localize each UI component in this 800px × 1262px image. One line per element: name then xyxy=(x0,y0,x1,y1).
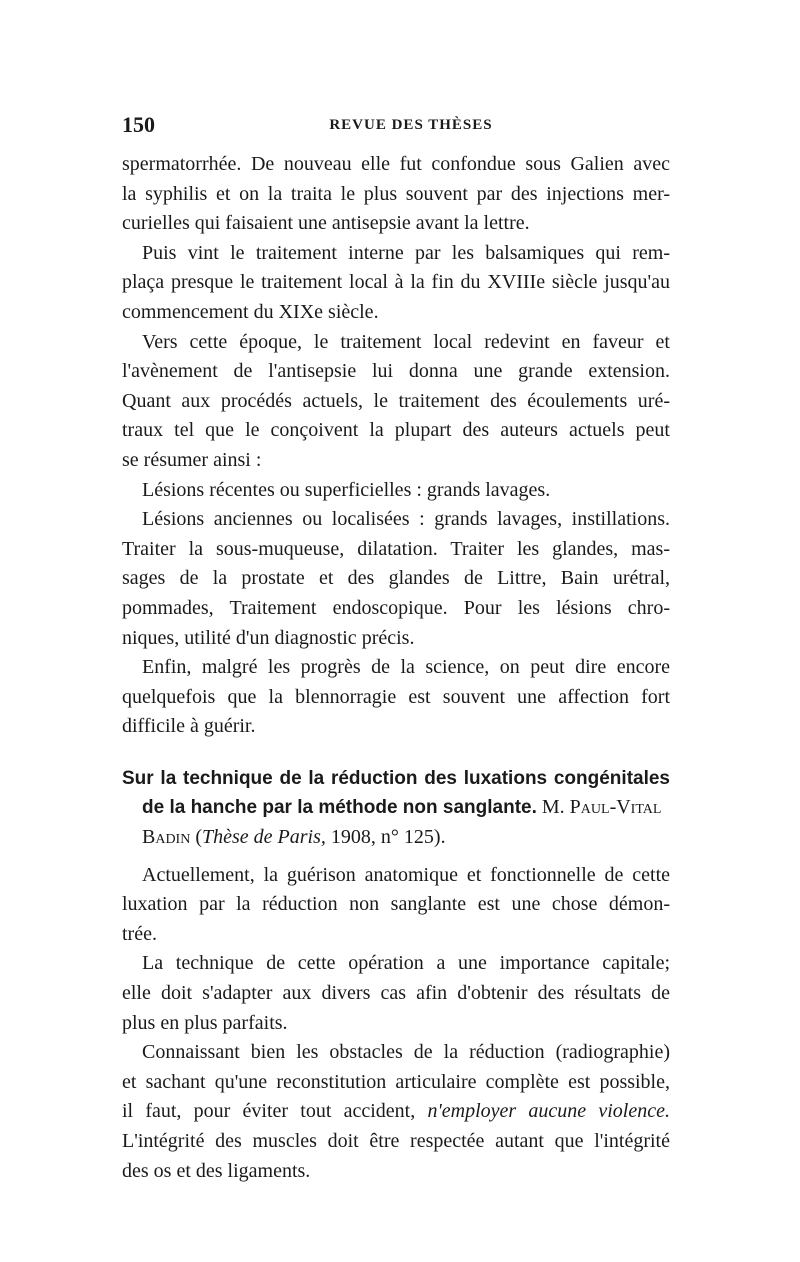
text-line: Enfin, malgré les progrès de la science, on peut dire encore xyxy=(142,656,670,679)
citation-line xyxy=(122,823,670,853)
text-plain: il faut, pour éviter tout accident, xyxy=(122,1100,416,1123)
text-line: La technique de cette opération a une importance capitale; xyxy=(142,952,670,975)
paragraph-3 xyxy=(122,328,670,476)
text-line: Vers cette époque, le traitement local redevint en faveur et xyxy=(142,330,670,353)
text-line: curielles qui faisaient une antisepsie avant la lettre. xyxy=(122,212,530,235)
text-line: Connaissant bien les obstacles de la réduction (radiographie) xyxy=(142,1041,670,1064)
page-number: 150 xyxy=(122,112,155,137)
author-name: Paul-Vital xyxy=(569,796,662,819)
text-line: plus en plus parfaits. xyxy=(122,1011,288,1034)
text-line: Quant aux procédés actuels, le traitement des écoulements uré- xyxy=(122,389,670,412)
article-heading xyxy=(122,764,670,853)
text-line: commencement du XIXe siècle. xyxy=(122,300,379,323)
paragraph-9 xyxy=(122,1038,670,1186)
paragraph-1 xyxy=(122,150,670,239)
text-line: plaça presque le traitement local à la fin du XVIIIe siècle jusqu'au xyxy=(122,271,670,294)
text-line: des os et des ligaments. xyxy=(122,1159,311,1182)
text-line: pommades, Traitement endoscopique. Pour les lésions chro- xyxy=(122,596,670,619)
text-line: Traiter la sous-muqueuse, dilatation. Traiter les glandes, mas- xyxy=(122,537,670,560)
body-text xyxy=(122,150,670,1186)
text-line: luxation par la réduction non sanglante est une chose démon- xyxy=(122,893,670,916)
article-title-line xyxy=(122,793,670,823)
text-line: Lésions récentes ou superficielles : grands lavages. xyxy=(142,478,551,501)
text-line: et sachant qu'une reconstitution articulaire complète est possible, xyxy=(122,1070,670,1093)
article-title-line: Sur la technique de la réduction des luxations congénitales xyxy=(122,767,670,789)
paragraph-6 xyxy=(122,653,670,742)
text-line: sages de la prostate et des glandes de Littre, Bain urétral, xyxy=(122,567,670,590)
paragraph-4 xyxy=(122,476,670,506)
article-title-text: de la hanche par la méthode non sanglante. xyxy=(142,797,537,819)
page-header xyxy=(122,112,670,140)
text-line: niques, utilité d'un diagnostic précis. xyxy=(122,626,415,649)
author-prefix: M. xyxy=(541,796,565,819)
text-line: L'intégrité des muscles doit être respectée autant que l'intégrité xyxy=(122,1130,670,1152)
text-line: Actuellement, la guérison anatomique et fonctionnelle de cette xyxy=(142,863,670,886)
citation-open: ( xyxy=(195,826,203,849)
paragraph-2 xyxy=(122,239,670,328)
running-head: REVUE DES THÈSES xyxy=(329,117,493,133)
text-italic-emphasis: n'employer aucune violence. xyxy=(427,1100,670,1123)
text-line: spermatorrhée. De nouveau elle fut confondue sous Galien avec xyxy=(122,153,670,175)
text-line: la syphilis et on la traita le plus souvent par des injections mer- xyxy=(122,182,670,205)
text-line: trée. xyxy=(122,922,157,945)
text-line: se résumer ainsi : xyxy=(122,448,262,471)
text-line xyxy=(122,1097,670,1127)
citation-rest: 1908, n° 125). xyxy=(330,826,446,849)
citation-italic: Thèse de Paris, xyxy=(202,826,326,849)
paragraph-5 xyxy=(122,505,670,653)
text-line: difficile à guérir. xyxy=(122,715,256,738)
text-line: l'avènement de l'antisepsie lui donna une grande extension. xyxy=(122,360,670,383)
text-line: elle doit s'adapter aux divers cas afin d'obtenir des résultats de xyxy=(122,982,670,1005)
author-surname: Badin xyxy=(142,826,191,849)
text-line: Lésions anciennes ou localisées : grands lavages, instillations. xyxy=(142,508,670,531)
text-line: Puis vint le traitement interne par les balsamiques qui rem- xyxy=(142,241,670,264)
paragraph-8 xyxy=(122,949,670,1038)
text-line: quelquefois que la blennorragie est souvent une affection fort xyxy=(122,685,670,708)
paragraph-7 xyxy=(122,861,670,950)
text-line: traux tel que le conçoivent la plupart des auteurs actuels peut xyxy=(122,419,670,442)
